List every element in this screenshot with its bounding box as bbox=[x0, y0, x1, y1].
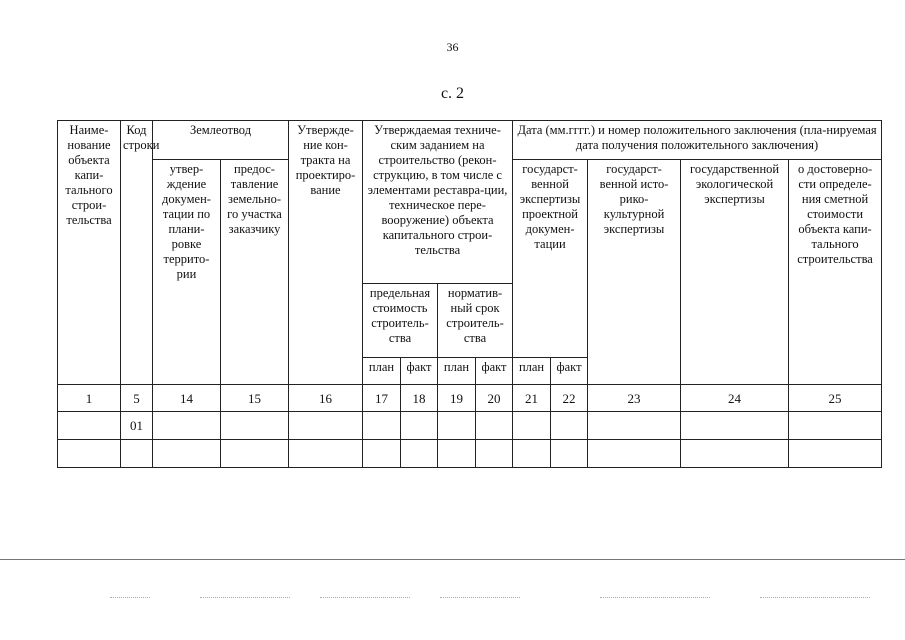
column-number: 21 bbox=[513, 385, 551, 412]
header-land-allotment: Землеотвод bbox=[153, 121, 289, 160]
column-number: 16 bbox=[289, 385, 363, 412]
cell bbox=[476, 440, 513, 468]
cell bbox=[513, 440, 551, 468]
scan-dots bbox=[440, 597, 520, 598]
header-fact: факт bbox=[401, 358, 438, 385]
cell bbox=[363, 412, 401, 440]
header-technical-task: Утверждаемая техниче-ским заданием на строительство (рекон-струкцию, в том числе с элементами реставра-ции, техническое пере-вооружение) объекта капитального строи-тельства bbox=[363, 121, 513, 284]
header-cultural-expertise: государст-венной исто-рико-культурной экспертизы bbox=[588, 160, 681, 385]
header-contract-approval: Утвержде-ние кон-тракта на проектиро-вание bbox=[289, 121, 363, 385]
row-code bbox=[121, 440, 153, 468]
cell bbox=[289, 440, 363, 468]
cell bbox=[551, 440, 588, 468]
header-eco-expertise: государственной экологической экспертизы bbox=[681, 160, 789, 385]
section-label: с. 2 bbox=[440, 85, 465, 102]
cell bbox=[153, 412, 221, 440]
header-fact: факт bbox=[551, 358, 588, 385]
cell bbox=[58, 412, 121, 440]
report-table bbox=[57, 120, 882, 468]
cell bbox=[221, 440, 289, 468]
scan-line bbox=[0, 559, 905, 560]
column-number: 1 bbox=[58, 385, 121, 412]
header-max-cost: предельная стоимость строитель-ства bbox=[363, 284, 438, 358]
cell bbox=[401, 412, 438, 440]
table-row bbox=[58, 412, 882, 440]
column-number: 5 bbox=[121, 385, 153, 412]
header-land-approval: утвер-ждение докумен-тации по плани-ровке террито-рии bbox=[153, 160, 221, 385]
header-object-name: Наиме-нование объекта капи-тального строи-тельства bbox=[58, 121, 121, 385]
scan-dots bbox=[760, 597, 870, 598]
column-number: 14 bbox=[153, 385, 221, 412]
column-number: 20 bbox=[476, 385, 513, 412]
cell bbox=[363, 440, 401, 468]
column-number: 22 bbox=[551, 385, 588, 412]
header-plan: план bbox=[513, 358, 551, 385]
header-row-code: Код строки bbox=[121, 121, 153, 385]
cell bbox=[153, 440, 221, 468]
cell bbox=[438, 412, 476, 440]
column-number-row bbox=[58, 385, 882, 412]
column-number: 19 bbox=[438, 385, 476, 412]
header-land-provision: предос-тавление земельно-го участка заказчику bbox=[221, 160, 289, 385]
cell bbox=[476, 412, 513, 440]
column-number: 18 bbox=[401, 385, 438, 412]
header-norm-period: норматив-ный срок строитель-ства bbox=[438, 284, 513, 358]
cell bbox=[588, 440, 681, 468]
header-fact: факт bbox=[476, 358, 513, 385]
column-number: 25 bbox=[789, 385, 882, 412]
header-conclusion-date: Дата (мм.гггг.) и номер положительного заключения (пла-нируемая дата получения положительного заключения) bbox=[513, 121, 882, 160]
cell bbox=[58, 440, 121, 468]
cell bbox=[789, 412, 882, 440]
scan-dots bbox=[110, 597, 150, 598]
cell bbox=[289, 412, 363, 440]
cell bbox=[551, 412, 588, 440]
cell bbox=[681, 412, 789, 440]
page-number: 36 bbox=[446, 40, 459, 54]
header-plan: план bbox=[438, 358, 476, 385]
cell bbox=[401, 440, 438, 468]
scan-dots bbox=[200, 597, 290, 598]
scan-dots bbox=[320, 597, 410, 598]
header-state-expertise: государст-венной экспертизы проектной докумен-тации bbox=[513, 160, 588, 358]
cell bbox=[681, 440, 789, 468]
cell bbox=[221, 412, 289, 440]
scan-dots bbox=[600, 597, 710, 598]
cell bbox=[588, 412, 681, 440]
column-number: 24 bbox=[681, 385, 789, 412]
header-cost-reliability: о достоверно-сти определе-ния сметной стоимости объекта капи-тального строительства bbox=[789, 160, 882, 385]
column-number: 15 bbox=[221, 385, 289, 412]
row-code: 01 bbox=[121, 412, 153, 440]
column-number: 17 bbox=[363, 385, 401, 412]
column-number: 23 bbox=[588, 385, 681, 412]
cell bbox=[789, 440, 882, 468]
cell bbox=[513, 412, 551, 440]
cell bbox=[438, 440, 476, 468]
header-plan: план bbox=[363, 358, 401, 385]
table-row bbox=[58, 440, 882, 468]
